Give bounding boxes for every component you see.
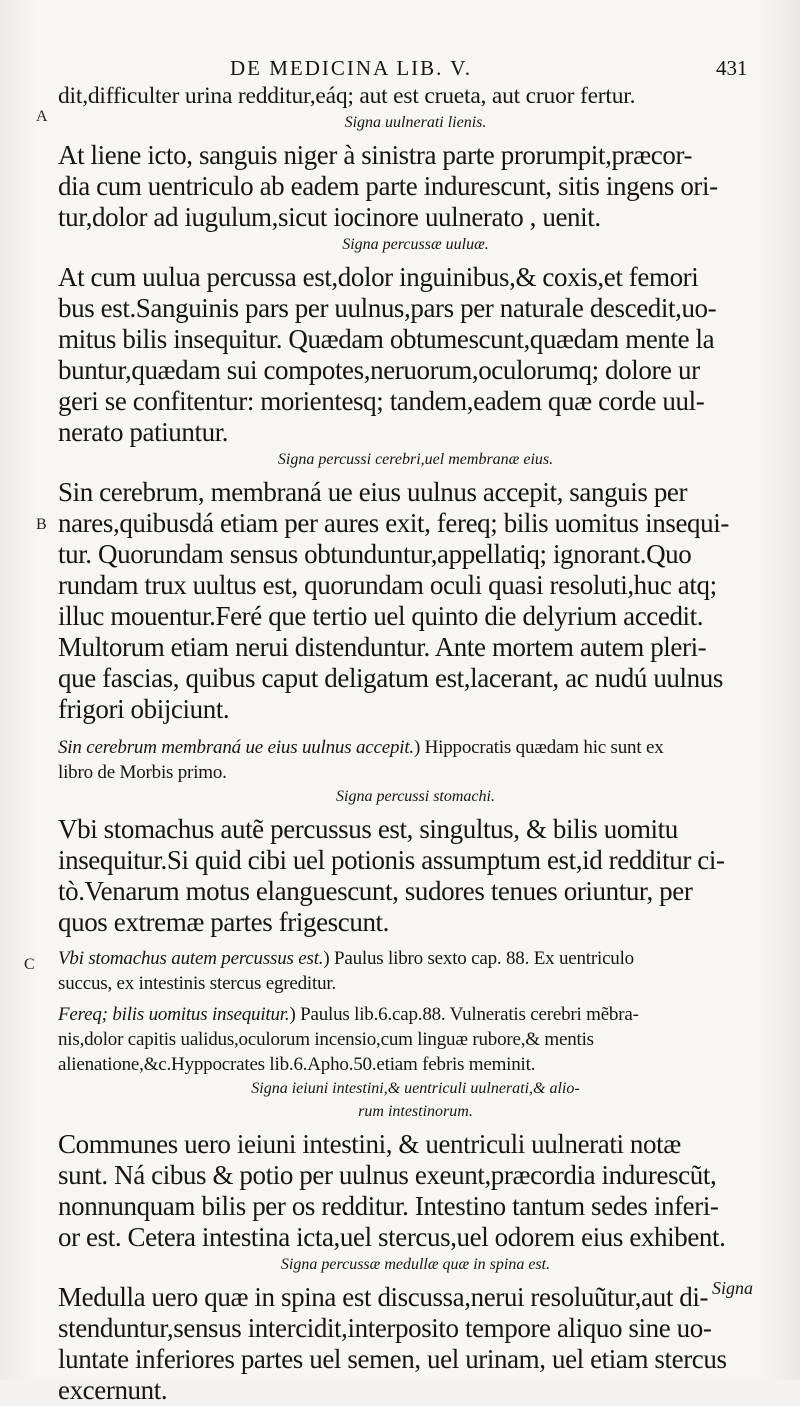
text-line: nonnunquam bilis per os redditur. Intestino tantum sedes inferi- bbox=[58, 1191, 719, 1221]
text-line: nares,quibusdá etiam per aures exit, fereq; bilis uomitus insequi- bbox=[58, 508, 729, 538]
text-line: que fascias, quibus caput deligatum est,lacerant, ac nudú uulnus bbox=[58, 663, 723, 693]
text-line: frigori obijciunt. bbox=[58, 694, 230, 724]
text-line: quos extremæ partes frigescunt. bbox=[58, 907, 390, 937]
annotation-text: ) Paulus libro sexto cap. 88. Ex uentriculo bbox=[323, 948, 634, 969]
paragraph bbox=[58, 814, 773, 938]
annotation-line bbox=[58, 735, 773, 760]
annotation-line: libro de Morbis primo. bbox=[58, 762, 227, 783]
section-caption: Signa percussi cerebri,uel membranæ eius. bbox=[277, 451, 554, 468]
text-line: mitus bilis insequitur. Quædam obtumescunt,quædam mente la bbox=[58, 324, 715, 354]
text-line: Multorum etiam nerui distenduntur. Ante mortem autem pleri- bbox=[58, 632, 707, 662]
text-line: tur,dolor ad iugulum,sicut iocinore uulnerato , uenit. bbox=[58, 202, 601, 232]
section-caption: Signa percussæ medullæ quæ in spina est. bbox=[280, 1256, 551, 1273]
text-line: nerato patiuntur. bbox=[58, 417, 229, 447]
annotation-lemma: Vbi stomachus autem percussus est. bbox=[58, 948, 324, 969]
annotation-line: alienatione,&c.Hyppocrates lib.6.Apho.50.etiam febris meminit. bbox=[58, 1054, 536, 1075]
page-number: 431 bbox=[716, 56, 748, 80]
text-line: tur. Quorundam sensus obtunduntur,appellatiq; ignorant.Quo bbox=[58, 539, 692, 569]
text-line: illuc mouentur.Feré que tertio uel quinto die delyrium accedit. bbox=[58, 601, 704, 631]
text-line: bus est.Sanguinis pars per uulnus,pars per naturale descedit,uo- bbox=[58, 293, 717, 323]
margin-letter-a: A bbox=[36, 108, 48, 125]
annotation-lemma: Sin cerebrum membraná ue eius uulnus accepit. bbox=[58, 737, 414, 758]
text-line: At cum uulua percussa est,dolor inguinibus,& coxis,et femori bbox=[58, 262, 699, 292]
annotation bbox=[58, 946, 773, 996]
text-line: Vbi stomachus autẽ percussus est, singultus, & bilis uomitu bbox=[58, 814, 678, 844]
annotation bbox=[58, 735, 773, 785]
text-line: stenduntur,sensus intercidit,interposito tempore aliquo sine uo- bbox=[58, 1313, 712, 1343]
section-caption: rum intestinorum. bbox=[358, 1103, 473, 1120]
text-line: At liene icto, sanguis niger à sinistra parte prorumpit,præcor- bbox=[58, 140, 693, 170]
catchword: Signa bbox=[712, 1278, 754, 1298]
text-line: Sin cerebrum, membraná ue eius uulnus accepit, sanguis per bbox=[58, 477, 688, 507]
paragraph bbox=[58, 140, 773, 233]
text-line: sunt. Ná cibus & potio per uulnus exeunt,præcordia indurescũt, bbox=[58, 1160, 717, 1190]
annotation-line: nis,dolor capitis ualidus,oculorum incensio,cum linguæ rubore,& mentis bbox=[58, 1029, 594, 1050]
section-caption: Signa ieiuni intestini,& uentriculi uulnerati,& alio- bbox=[251, 1080, 580, 1097]
margin-letter-b: B bbox=[36, 516, 47, 533]
text-line: or est. Cetera intestina icta,uel stercus,uel odorem eius exhibent. bbox=[58, 1222, 726, 1252]
paragraph bbox=[58, 1129, 773, 1253]
text-line: Medulla uero quæ in spina est discussa,nerui resoluũtur,aut di- bbox=[58, 1282, 709, 1312]
margin-letter-c: C bbox=[24, 956, 35, 973]
paragraph bbox=[58, 1282, 773, 1406]
annotation-line bbox=[58, 946, 773, 971]
text-line: insequitur.Si quid cibi uel potionis assumptum est,id redditur ci- bbox=[58, 845, 725, 875]
annotation bbox=[58, 1002, 773, 1077]
section-caption: Signa percussæ uuluæ. bbox=[342, 236, 489, 253]
text-line: dia cum uentriculo ab eadem parte indurescunt, sitis ingens ori- bbox=[58, 171, 718, 201]
running-title: DE MEDICINA LIB. V. bbox=[230, 56, 472, 80]
text-line: buntur,quædam sui compotes,neruorum,oculorumq; dolore ur bbox=[58, 355, 700, 385]
text-block bbox=[58, 82, 773, 1406]
section-caption: Signa uulnerati lienis. bbox=[344, 114, 487, 131]
annotation-text: ) Paulus lib.6.cap.88. Vulneratis cerebri mẽbra- bbox=[289, 1004, 639, 1025]
annotation-lemma: Fereq; bilis uomitus insequitur. bbox=[58, 1004, 290, 1025]
section-caption: Signa percussi stomachi. bbox=[336, 788, 495, 805]
text-line: rundam trux uultus est, quorundam oculi quasi resoluti,huc atq; bbox=[58, 570, 717, 600]
text-line: luntate inferiores partes uel semen, uel urinam, uel etiam stercus bbox=[58, 1344, 727, 1374]
page-header bbox=[0, 56, 800, 84]
annotation-text: ) Hippocratis quædam hic sunt ex bbox=[413, 737, 664, 758]
text-line: dit,difficulter urina redditur,eáq; aut est crueta, aut cruor fertur. bbox=[58, 83, 636, 109]
text-line: excernunt. bbox=[58, 1375, 168, 1405]
paragraph bbox=[58, 477, 773, 725]
paragraph bbox=[58, 262, 773, 448]
annotation-line bbox=[58, 1002, 773, 1027]
text-line: Communes uero ieiuni intestini, & uentriculi uulnerati notæ bbox=[58, 1129, 681, 1159]
text-line: tò.Venarum motus elanguescunt, sudores tenues oriuntur, per bbox=[58, 876, 693, 906]
text-line: geri se confitentur: morientesq; tandem,eadem quæ corde uul- bbox=[58, 386, 705, 416]
annotation-line: succus, ex intestinis stercus egreditur. bbox=[58, 973, 336, 994]
